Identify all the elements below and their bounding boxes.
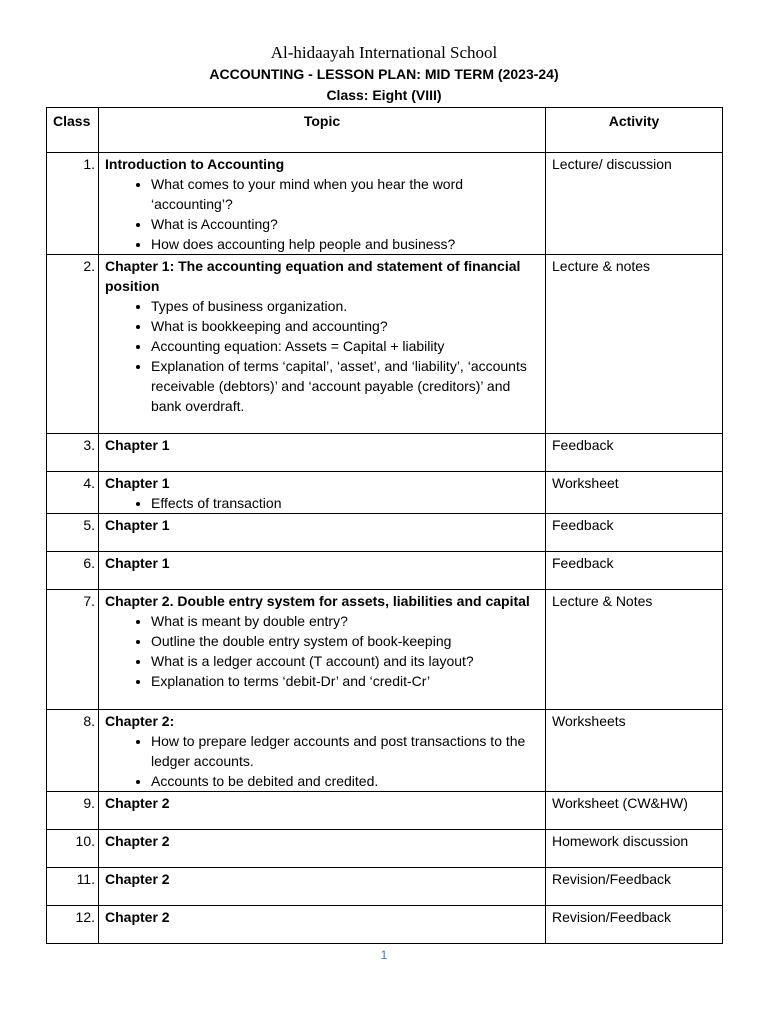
row-number: 8. (47, 710, 99, 792)
topic-bullet: • What is meant by double entry? (151, 611, 539, 631)
row-topic (99, 255, 546, 434)
topic-heading: Introduction to Accounting (105, 156, 285, 172)
topic-bullet-list (105, 611, 539, 691)
row-activity: Worksheet (CW&HW) (546, 792, 723, 830)
row-activity: Homework discussion (546, 830, 723, 868)
topic-bullet: • How does accounting help people and business? (151, 234, 539, 254)
column-header-class: Class (47, 108, 99, 153)
row-number: 9. (47, 792, 99, 830)
row-topic (99, 906, 546, 944)
row-topic (99, 830, 546, 868)
topic-bullet: • Accounting equation: Assets = Capital + liability (151, 336, 539, 356)
topic-bullet: • Effects of transaction (151, 493, 539, 513)
row-topic (99, 472, 546, 514)
topic-heading: Chapter 2: (105, 713, 175, 729)
table-header-row (47, 108, 723, 153)
row-number: 4. (47, 472, 99, 514)
table-row (47, 255, 723, 434)
topic-bullet: • Explanation to terms ‘debit-Dr’ and ‘credit-Cr’ (151, 671, 539, 691)
table-row (47, 906, 723, 944)
table-row (47, 868, 723, 906)
row-activity: Feedback (546, 434, 723, 472)
row-number: 6. (47, 552, 99, 590)
row-number: 2. (47, 255, 99, 434)
topic-bullet-list (105, 731, 539, 791)
table-row (47, 552, 723, 590)
row-activity: Lecture/ discussion (546, 153, 723, 255)
row-activity: Worksheets (546, 710, 723, 792)
topic-bullet-list (105, 296, 539, 416)
table-row (47, 590, 723, 710)
row-number: 11. (47, 868, 99, 906)
row-number: 3. (47, 434, 99, 472)
row-activity: Revision/Feedback (546, 906, 723, 944)
column-header-topic: Topic (99, 108, 546, 153)
topic-heading: Chapter 2. Double entry system for assets, liabilities and capital (105, 593, 530, 609)
row-topic (99, 868, 546, 906)
class-line: Class: Eight (VIII) (326, 87, 442, 103)
row-topic (99, 792, 546, 830)
topic-bullet: • How to prepare ledger accounts and post transactions to the ledger accounts. (151, 731, 539, 771)
lesson-plan-table (46, 107, 723, 944)
document-header (0, 42, 768, 106)
topic-bullet: • What is bookkeeping and accounting? (151, 316, 539, 336)
topic-bullet: • Types of business organization. (151, 296, 539, 316)
topic-heading: Chapter 1 (105, 437, 170, 453)
row-number: 10. (47, 830, 99, 868)
topic-heading: Chapter 2 (105, 833, 170, 849)
table-row (47, 153, 723, 255)
school-name: Al-hidaayah International School (270, 43, 498, 62)
topic-bullet: • What is a ledger account (T account) and its layout? (151, 651, 539, 671)
row-topic (99, 590, 546, 710)
topic-heading: Chapter 2 (105, 795, 170, 811)
row-activity: Revision/Feedback (546, 868, 723, 906)
column-header-activity: Activity (546, 108, 723, 153)
topic-bullet: • Accounts to be debited and credited. (151, 771, 539, 791)
topic-bullet: • What is Accounting? (151, 214, 539, 234)
table-row (47, 830, 723, 868)
topic-heading: Chapter 1 (105, 517, 170, 533)
row-topic (99, 153, 546, 255)
topic-bullet-list (105, 493, 539, 513)
row-activity: Feedback (546, 514, 723, 552)
topic-bullet: • Explanation of terms ‘capital’, ‘asset’, and ‘liability’, ‘accounts receivable (debtors)’ and ‘account payable (creditors)’ and bank overdraft. (151, 356, 539, 416)
row-topic (99, 434, 546, 472)
table-row (47, 434, 723, 472)
topic-bullet: • What comes to your mind when you hear the word ‘accounting’? (151, 174, 539, 214)
row-topic (99, 552, 546, 590)
table-row (47, 514, 723, 552)
row-activity: Lecture & Notes (546, 590, 723, 710)
row-topic (99, 514, 546, 552)
row-topic (99, 710, 546, 792)
document-title: ACCOUNTING - LESSON PLAN: MID TERM (2023-24) (209, 66, 559, 82)
row-number: 5. (47, 514, 99, 552)
topic-heading: Chapter 2 (105, 909, 170, 925)
row-activity: Lecture & notes (546, 255, 723, 434)
topic-heading: Chapter 1 (105, 555, 170, 571)
table-row (47, 472, 723, 514)
row-number: 1. (47, 153, 99, 255)
row-number: 12. (47, 906, 99, 944)
topic-bullet-list (105, 174, 539, 254)
table-row (47, 792, 723, 830)
topic-heading: Chapter 1 (105, 475, 170, 491)
table-row (47, 710, 723, 792)
topic-heading: Chapter 2 (105, 871, 170, 887)
row-activity: Worksheet (546, 472, 723, 514)
page-number: 1 (380, 948, 388, 962)
row-number: 7. (47, 590, 99, 710)
row-activity: Feedback (546, 552, 723, 590)
topic-bullet: • Outline the double entry system of book-keeping (151, 631, 539, 651)
topic-heading: Chapter 1: The accounting equation and statement of financial position (105, 258, 521, 294)
